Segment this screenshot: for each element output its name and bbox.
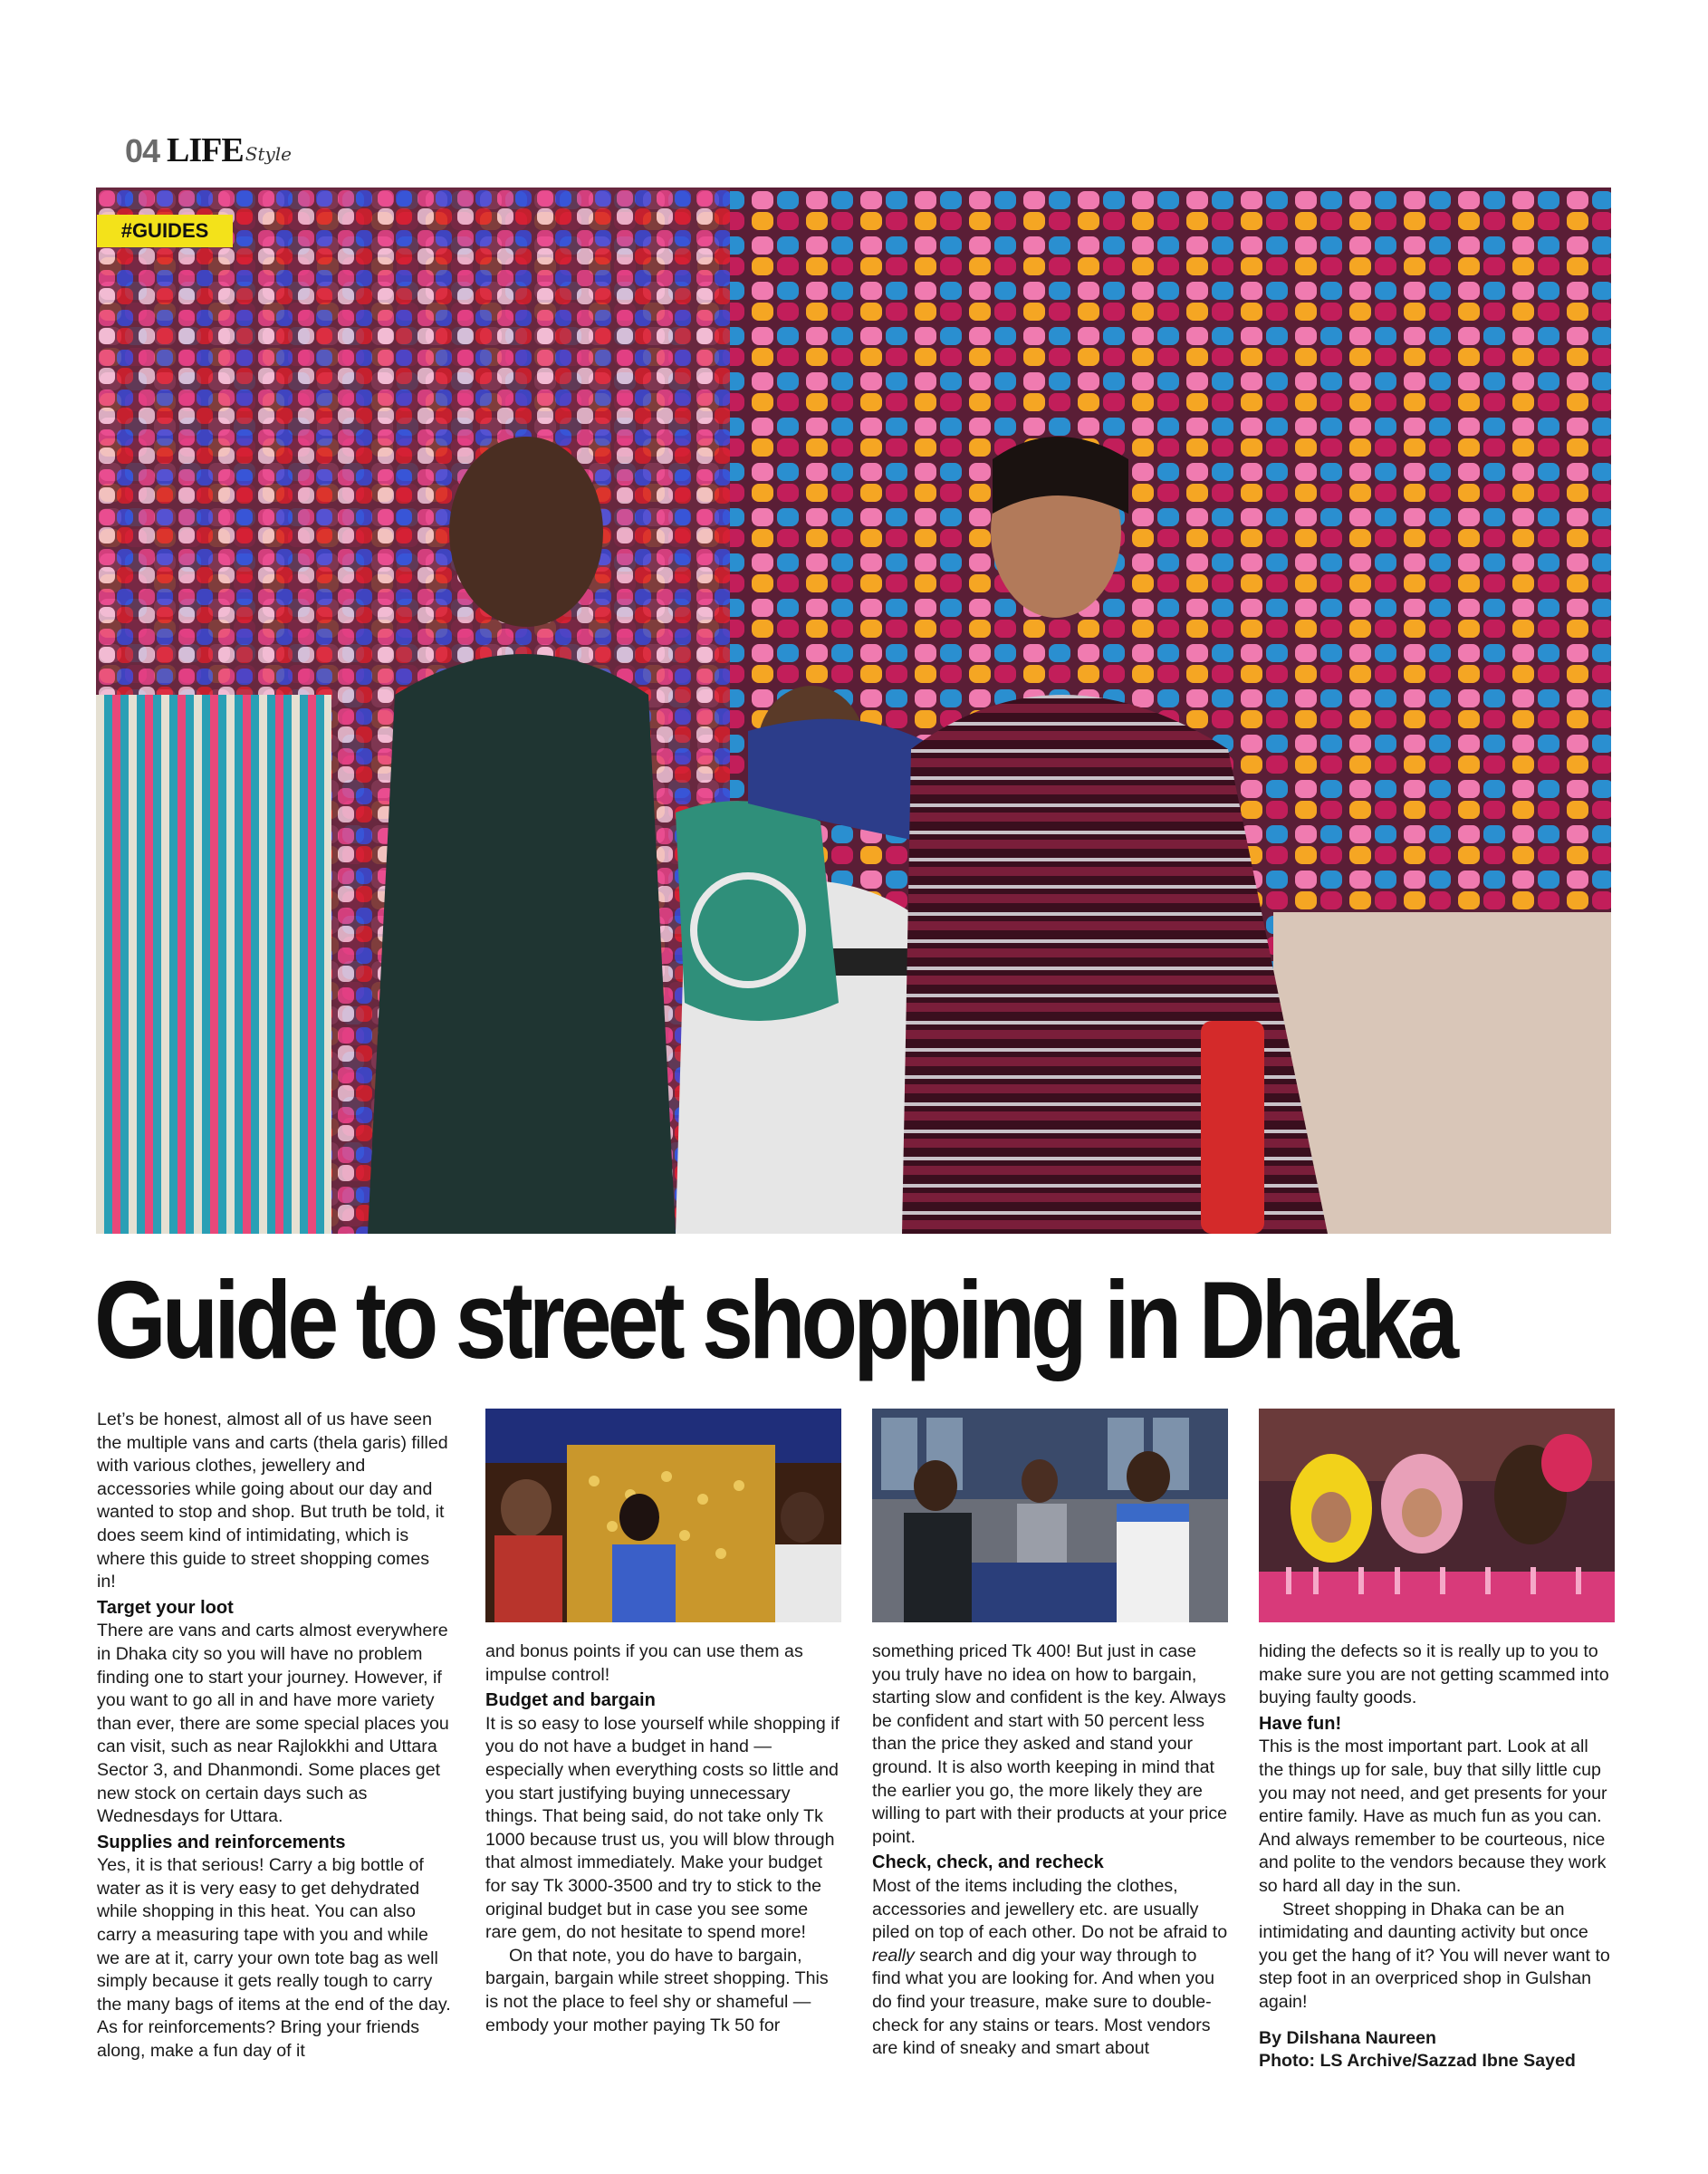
article-column-2 [485,1640,841,2037]
photo-clothes-shop [872,1409,1228,1622]
photo-jewellery-stall [485,1409,841,1622]
body-paragraph: hiding the defects so it is really up to you to make sure you are not getting scammed into buying faulty goods. [1259,1641,1609,1708]
subhead-budget-and-bargain: Budget and bargain [485,1690,656,1711]
photo-cosmetics-cart [1259,1409,1615,1622]
body-paragraph: Most of the items including the clothes, accessories and jewellery etc. are usually piled on top of each other. Do not be afraid to really search and dig your way through to find what you are looking for. And when you do find your treasure, make sure to double-check for any stains or tears. Most vendors are kind of sneaky and smart about [872,1875,1228,2059]
body-paragraph: This is the most important part. Look at all the things up for sale, buy that silly little cup you may not need, and get presents for your entire family. Have as much fun as you can. And always remember to be courteous, nice and polite to the vendors because they work so hard all day in the sun. [1259,1736,1607,1896]
page-number: 04 [125,132,160,169]
subhead-target-your-loot: Target your loot [97,1597,234,1618]
body-paragraph: and bonus points if you can use them as impulse control! [485,1641,803,1685]
article-column-3 [872,1640,1228,2061]
photo-credit: Photo: LS Archive/Sazzad Ibne Sayed [1259,2051,1576,2072]
subhead-check-recheck: Check, check, and recheck [872,1852,1104,1873]
brand-logo-script: Style [245,143,293,165]
page-title: Guide to street shopping in Dhaka [94,1258,1454,1381]
body-paragraph: On that note, you do have to bargain, bargain, bargain while street shopping. This is not the place to feel shy or shameful — embody your mother paying Tk 50 for [485,1945,829,2035]
body-paragraph: something priced Tk 400! But just in case you truly have no idea on how to bargain, starting slow and confident is the key. Always be confident and start with 50 percent less than the price they asked and stand your ground. It is also worth keeping in mind that the earlier you go, the more likely they are willing to part with their products at your price point. [872,1641,1228,1847]
body-paragraph: Yes, it is that serious! Carry a big bottle of water as it is very easy to get dehydrated while shopping in this heat. You can also carry a measuring tape with you and while we are at it, carry your own tote bag as well simply because it gets really tough to carry the many bags of items at the end of the day. As for reinforcements? Bring your friends along, make a fun day of it [97,1855,451,2062]
subhead-supplies: Supplies and reinforcements [97,1832,346,1852]
intro-paragraph: Let’s be honest, almost all of us have seen the multiple vans and carts (thela garis) filled with various clothes, jewellery and accessories while going about our day and wanted to stop and shop. But truth be told, it does seem kind of intimidating, which is where this guide to street shopping comes in! [97,1409,448,1592]
emphasis: really [872,1945,915,1966]
byline: By Dilshana Naureen [1259,2027,1437,2048]
body-paragraph: It is so easy to lose yourself while shopping if you do not have a budget in hand — especially when everything costs so little and you start justifying buying unnecessary things. That being said, do not take only Tk 1000 because trust us, you will blow through that almost immediately. Make your budget for say Tk 3000-3500 and try to stick to the original budget but in case you see some rare gem, do not hesitate to spend more! [485,1713,840,1943]
article-column-4 [1259,1640,1615,2073]
body-paragraph: Street shopping in Dhaka can be an intimidating and daunting activity but once you get the hang of it? You will never want to step foot in an overpriced shop in Gulshan again! [1259,1899,1610,2012]
masthead [125,125,292,170]
subhead-have-fun: Have fun! [1259,1713,1342,1734]
section-tag: #GUIDES [97,215,233,247]
hero-photo [96,188,1611,1234]
brand-logo: LIFE [167,131,244,169]
body-paragraph: There are vans and carts almost everywhere in Dhaka city so you will have no problem finding one to start your journey. However, if you want to go all in and have more variety than ever, there are some special places you can visit, such as near Rajlokkhi and Uttara Sector 3, and Dhanmondi. Some places get new stock on certain days such as Wednesdays for Uttara. [97,1621,449,1827]
article-column-1 [97,1409,453,2063]
